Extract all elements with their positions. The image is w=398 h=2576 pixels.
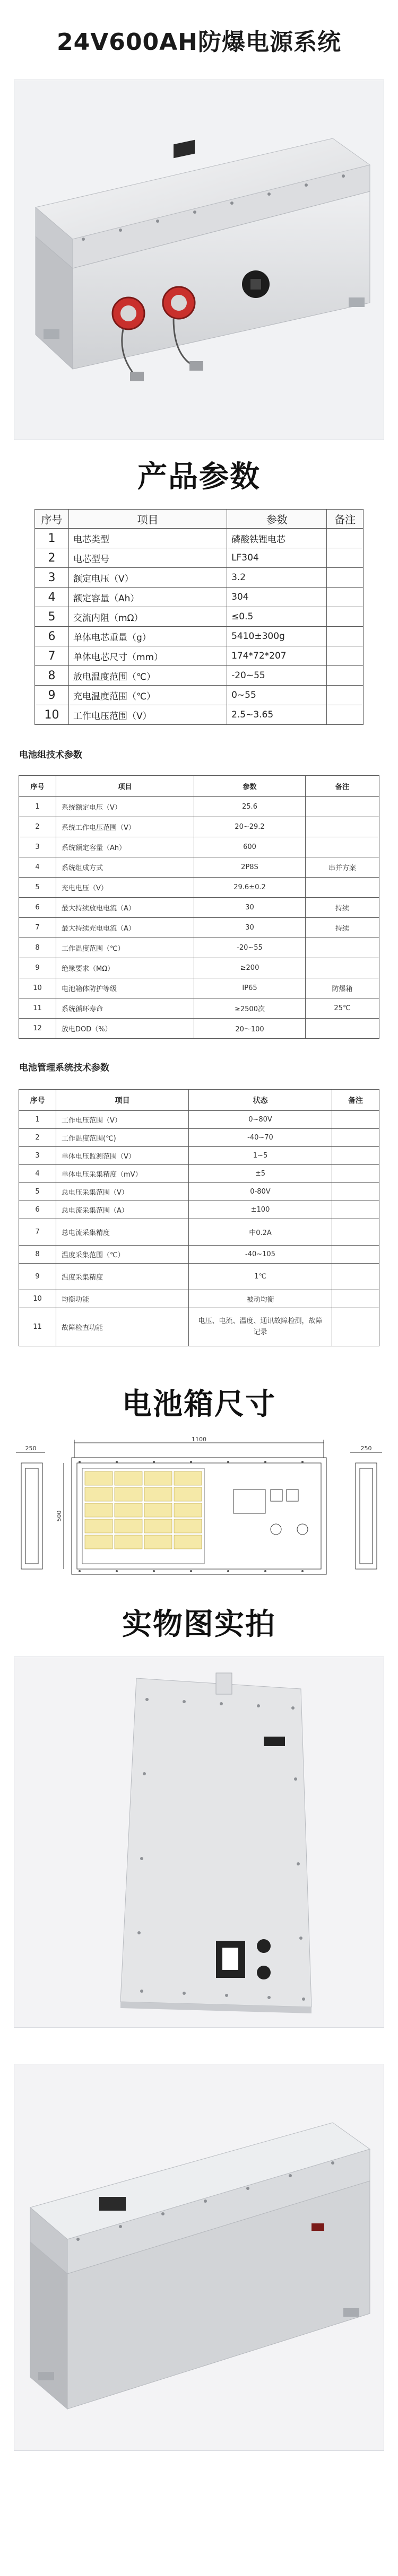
- row-no: 2: [19, 1129, 56, 1147]
- dims-title: 电池箱尺寸: [122, 1387, 276, 1422]
- table-row: [19, 918, 379, 938]
- row-item: 单体电压采集精度（mV）: [56, 1165, 189, 1183]
- row-item: 放电温度范围（℃）: [69, 666, 227, 686]
- row-no: 10: [19, 1290, 56, 1308]
- row-value: ≥200: [194, 958, 306, 978]
- header-note: 备注: [327, 510, 364, 529]
- row-no: 4: [19, 857, 56, 878]
- row-note: [306, 1019, 379, 1039]
- row-item: 总电压采集范围（V）: [56, 1183, 189, 1201]
- box-top-view-illustration: [14, 1657, 384, 2028]
- photos-title: 实物图实拍: [122, 1607, 276, 1642]
- table-row: [19, 998, 379, 1019]
- row-no: 1: [35, 529, 69, 548]
- row-no: 8: [19, 1246, 56, 1264]
- table-row: [19, 938, 379, 958]
- row-note: [327, 548, 364, 568]
- table-row: [19, 1201, 379, 1219]
- row-note: 25℃: [306, 998, 379, 1019]
- row-value: 2P8S: [194, 857, 306, 878]
- row-value: -40~70: [189, 1129, 332, 1147]
- hero-product-photo: [14, 80, 384, 440]
- table-header-row: [35, 510, 364, 529]
- table-row: [19, 898, 379, 918]
- table-row: [35, 705, 364, 725]
- bms-params-table: [19, 1089, 379, 1346]
- dim-height-label: 500: [56, 1510, 63, 1522]
- table-row: [35, 548, 364, 568]
- row-value: 30: [194, 898, 306, 918]
- row-value: ±100: [189, 1201, 332, 1219]
- row-note: [327, 529, 364, 548]
- pack-table-title: 电池组技术参数: [19, 750, 82, 760]
- row-value: 174*72*207: [227, 646, 327, 666]
- table-row: [35, 529, 364, 548]
- row-item: 单体电芯重量（g）: [69, 627, 227, 646]
- row-note: [332, 1246, 379, 1264]
- table-row: [35, 627, 364, 646]
- row-note: [327, 568, 364, 588]
- table-row: [35, 607, 364, 627]
- row-note: [327, 705, 364, 725]
- row-note: [332, 1129, 379, 1147]
- table-row: [19, 1165, 379, 1183]
- row-no: 2: [35, 548, 69, 568]
- header-item: 项目: [56, 1090, 189, 1111]
- row-value: 中0.2A: [189, 1219, 332, 1246]
- row-item: 交流内阻（mΩ）: [69, 607, 227, 627]
- table-row: [19, 878, 379, 898]
- row-value: 600: [194, 837, 306, 857]
- row-note: [327, 686, 364, 705]
- row-value: -40~105: [189, 1246, 332, 1264]
- row-item: 额定容量（Ah）: [69, 588, 227, 607]
- row-item: 总电流采集范围（A）: [56, 1201, 189, 1219]
- row-item: 系统额定电压（V）: [56, 797, 194, 817]
- row-no: 10: [19, 978, 56, 998]
- row-no: 3: [19, 837, 56, 857]
- row-note: [306, 878, 379, 898]
- table-row: [19, 1264, 379, 1290]
- row-item: 工作温度范围（℃）: [56, 938, 194, 958]
- row-value: 2.5~3.65: [227, 705, 327, 725]
- row-value: ≥2500次: [194, 998, 306, 1019]
- row-no: 5: [35, 607, 69, 627]
- header-no: 序号: [35, 510, 69, 529]
- table-row: [19, 1183, 379, 1201]
- dims-section-title: [0, 1368, 398, 1436]
- row-value: 25.6: [194, 797, 306, 817]
- row-value: 被动均衡: [189, 1290, 332, 1308]
- row-note: [306, 817, 379, 837]
- row-value: 0~80V: [189, 1111, 332, 1129]
- table-row: [19, 1246, 379, 1264]
- header-item: 项目: [69, 510, 227, 529]
- row-note: [332, 1111, 379, 1129]
- row-note: 防爆箱: [306, 978, 379, 998]
- row-value: IP65: [194, 978, 306, 998]
- row-item: 系统工作电压范围（V）: [56, 817, 194, 837]
- title-bar: [0, 0, 398, 80]
- row-note: [332, 1165, 379, 1183]
- row-no: 9: [19, 1264, 56, 1290]
- params-title: 产品参数: [137, 460, 261, 494]
- cell-params-table: [34, 509, 364, 725]
- dim-total-label: 1100: [192, 1436, 206, 1443]
- box-front-view-illustration: [14, 2064, 384, 2451]
- row-note: 持续: [306, 898, 379, 918]
- row-no: 6: [19, 898, 56, 918]
- row-value: 1~5: [189, 1147, 332, 1165]
- row-value: 磷酸铁锂电芯: [227, 529, 327, 548]
- header-item: 项目: [56, 776, 194, 797]
- params-section-title: [0, 440, 398, 509]
- photos-section-title: [0, 1588, 398, 1657]
- header-note: 备注: [332, 1090, 379, 1111]
- row-note: [327, 627, 364, 646]
- table-row: [35, 568, 364, 588]
- row-item: 工作电压范围（V）: [69, 705, 227, 725]
- row-value: -20~55: [194, 938, 306, 958]
- row-value: 20～100: [194, 1019, 306, 1039]
- explosion-proof-box-illustration: [14, 80, 384, 440]
- row-note: [332, 1308, 379, 1346]
- row-note: [327, 646, 364, 666]
- row-no: 6: [35, 627, 69, 646]
- row-item: 绝缘要求（MΩ）: [56, 958, 194, 978]
- table-row: [19, 1308, 379, 1346]
- row-value: 3.2: [227, 568, 327, 588]
- row-item: 最大持续充电电流（A）: [56, 918, 194, 938]
- row-item: 工作温度范围(℃): [56, 1129, 189, 1147]
- dimension-drawing: [11, 1436, 387, 1580]
- row-value: 0-80V: [189, 1183, 332, 1201]
- row-note: [306, 837, 379, 857]
- row-item: 总电流采集精度: [56, 1219, 189, 1246]
- table-row: [19, 817, 379, 837]
- row-note: 持续: [306, 918, 379, 938]
- row-no: 2: [19, 817, 56, 837]
- row-item: 额定电压（V）: [69, 568, 227, 588]
- table-row: [19, 1019, 379, 1039]
- table-row: [19, 1147, 379, 1165]
- row-value: 电压、电流、温度、通讯故障检测，故障记录: [189, 1308, 332, 1346]
- row-note: [327, 666, 364, 686]
- row-note: [306, 797, 379, 817]
- real-photo-top-view: [14, 1657, 384, 2028]
- header-no: 序号: [19, 1090, 56, 1111]
- row-no: 4: [35, 588, 69, 607]
- row-value: LF304: [227, 548, 327, 568]
- row-note: [306, 938, 379, 958]
- table-row: [19, 857, 379, 878]
- header-no: 序号: [19, 776, 56, 797]
- row-item: 最大持续放电电流（A）: [56, 898, 194, 918]
- row-no: 1: [19, 797, 56, 817]
- row-item: 充电温度范围（℃）: [69, 686, 227, 705]
- row-no: 5: [19, 1183, 56, 1201]
- header-value: 参数: [194, 776, 306, 797]
- row-item: 电池箱体防护等级: [56, 978, 194, 998]
- row-no: 9: [19, 958, 56, 978]
- row-no: 9: [35, 686, 69, 705]
- pack-params-table: [19, 775, 379, 1039]
- row-note: [332, 1290, 379, 1308]
- row-no: 7: [19, 918, 56, 938]
- row-value: 1℃: [189, 1264, 332, 1290]
- row-item: 温度采集精度: [56, 1264, 189, 1290]
- row-item: 电芯类型: [69, 529, 227, 548]
- row-note: 串并方案: [306, 857, 379, 878]
- row-item: 均衡功能: [56, 1290, 189, 1308]
- table-row: [35, 686, 364, 705]
- row-item: 系统额定容量（Ah）: [56, 837, 194, 857]
- row-no: 5: [19, 878, 56, 898]
- row-item: 工作电压范围（V）: [56, 1111, 189, 1129]
- dim-left-label: 250: [25, 1445, 37, 1452]
- row-no: 6: [19, 1201, 56, 1219]
- header-value: 状态: [189, 1090, 332, 1111]
- row-item: 系统循环寿命: [56, 998, 194, 1019]
- table-header-row: [19, 1090, 379, 1111]
- table-row: [35, 666, 364, 686]
- table-row: [19, 1111, 379, 1129]
- row-value: ±5: [189, 1165, 332, 1183]
- row-item: 故障检查功能: [56, 1308, 189, 1346]
- row-no: 1: [19, 1111, 56, 1129]
- row-note: [332, 1264, 379, 1290]
- row-no: 4: [19, 1165, 56, 1183]
- table-row: [19, 1129, 379, 1147]
- row-value: 5410±300g: [227, 627, 327, 646]
- row-note: [332, 1183, 379, 1201]
- row-no: 7: [35, 646, 69, 666]
- row-item: 充电电压（V）: [56, 878, 194, 898]
- table-row: [19, 1290, 379, 1308]
- row-no: 3: [19, 1147, 56, 1165]
- table-row: [19, 837, 379, 857]
- row-item: 放电DOD（%）: [56, 1019, 194, 1039]
- table-row: [35, 588, 364, 607]
- row-no: 8: [35, 666, 69, 686]
- row-value: 304: [227, 588, 327, 607]
- header-value: 参数: [227, 510, 327, 529]
- row-note: [332, 1147, 379, 1165]
- row-no: 8: [19, 938, 56, 958]
- row-item: 单体电压监测范围（V）: [56, 1147, 189, 1165]
- row-no: 7: [19, 1219, 56, 1246]
- row-note: [327, 607, 364, 627]
- row-item: 单体电芯尺寸（mm）: [69, 646, 227, 666]
- row-no: 10: [35, 705, 69, 725]
- row-value: 0~55: [227, 686, 327, 705]
- row-item: 电芯型号: [69, 548, 227, 568]
- row-note: [332, 1219, 379, 1246]
- table-row: [19, 958, 379, 978]
- row-item: 系统组成方式: [56, 857, 194, 878]
- dim-right-label: 250: [360, 1445, 372, 1452]
- table-row: [19, 1219, 379, 1246]
- row-no: 11: [19, 1308, 56, 1346]
- table-row: [19, 797, 379, 817]
- row-item: 温度采集范围（℃）: [56, 1246, 189, 1264]
- page-title: 24V600AH防爆电源系统: [56, 29, 341, 56]
- row-note: [332, 1201, 379, 1219]
- bms-table-title: 电池管理系统技术参数: [19, 1063, 109, 1073]
- table-header-row: [19, 776, 379, 797]
- row-note: [306, 958, 379, 978]
- row-no: 12: [19, 1019, 56, 1039]
- row-value: 30: [194, 918, 306, 938]
- header-note: 备注: [306, 776, 379, 797]
- battery-box-dimension-svg: [11, 1436, 387, 1580]
- row-no: 11: [19, 998, 56, 1019]
- row-value: ≤0.5: [227, 607, 327, 627]
- row-no: 3: [35, 568, 69, 588]
- real-photo-front-view: [14, 2064, 384, 2451]
- row-value: -20~55: [227, 666, 327, 686]
- row-value: 29.6±0.2: [194, 878, 306, 898]
- table-row: [19, 978, 379, 998]
- table-row: [35, 646, 364, 666]
- row-value: 20~29.2: [194, 817, 306, 837]
- row-note: [327, 588, 364, 607]
